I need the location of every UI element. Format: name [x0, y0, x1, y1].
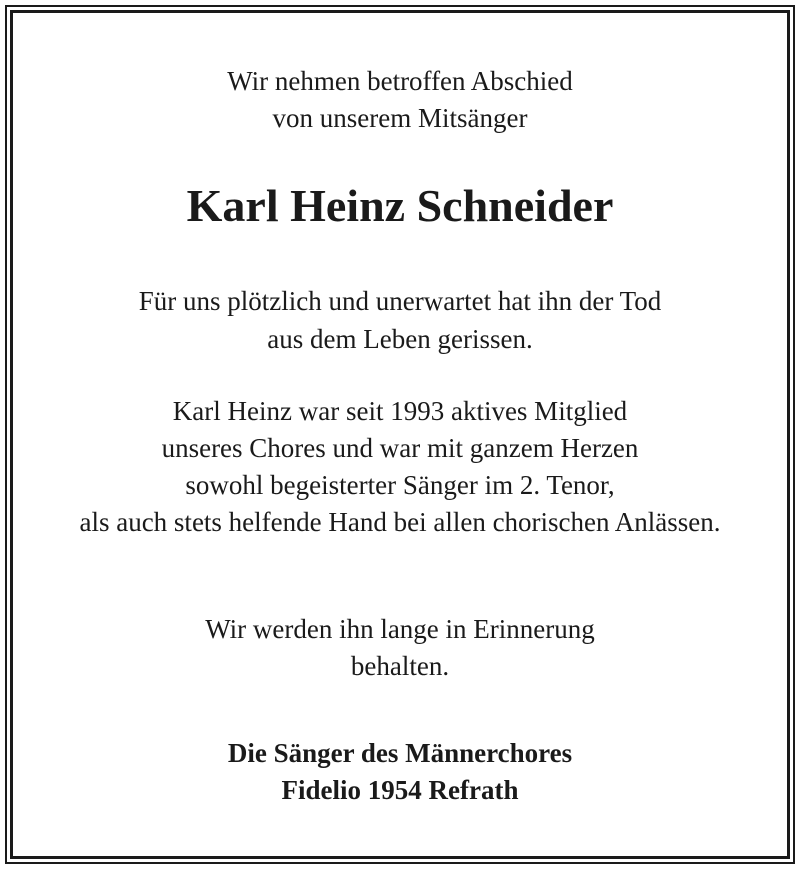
paragraph-1-line-2: aus dem Leben gerissen.: [267, 324, 533, 354]
paragraph-1-line-1: Für uns plötzlich und unerwartet hat ihn der Tod: [138, 286, 662, 316]
deceased-name: Karl Heinz Schneider: [186, 180, 614, 231]
paragraph-2-line-3: sowohl begeisterter Sänger im 2. Tenor,: [185, 470, 615, 500]
paragraph-3-line-2: behalten.: [350, 651, 450, 681]
intro-line-1: Wir nehmen betroffen Abschied: [227, 66, 573, 96]
paragraph-3-line-1: Wir werden ihn lange in Erinnerung: [205, 614, 595, 644]
paragraph-2-line-1: Karl Heinz war seit 1993 aktives Mitglied: [172, 396, 628, 426]
signature-line-2: Fidelio 1954 Refrath: [281, 775, 519, 805]
intro-line-2: von unserem Mitsänger: [272, 103, 528, 133]
paragraph-2-line-2: unseres Chores und war mit ganzem Herzen: [161, 433, 639, 463]
paragraph-2-line-4: als auch stets helfende Hand bei allen chorischen Anlässen.: [79, 507, 721, 537]
signature-line-1: Die Sänger des Männerchores: [227, 738, 573, 768]
